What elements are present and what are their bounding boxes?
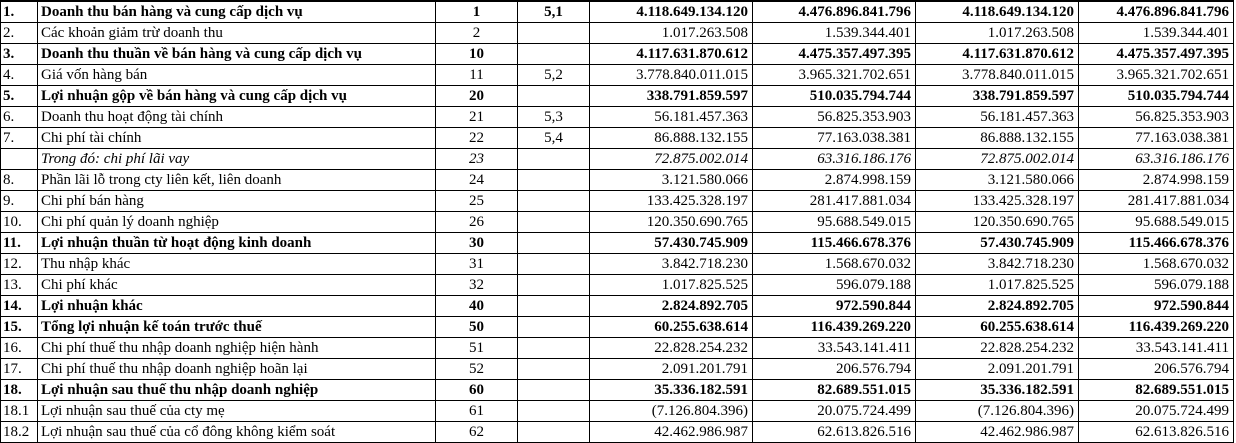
value-col-3: 3.778.840.011.015	[916, 65, 1079, 86]
value-col-1: 72.875.002.014	[590, 149, 753, 170]
item-number: 17.	[1, 359, 38, 380]
value-col-4: 56.825.353.903	[1079, 107, 1234, 128]
item-number: 3.	[1, 44, 38, 65]
item-code: 20	[436, 86, 518, 107]
item-name: Thu nhập khác	[38, 254, 436, 275]
item-code: 52	[436, 359, 518, 380]
value-col-3: 22.828.254.232	[916, 338, 1079, 359]
item-name: Giá vốn hàng bán	[38, 65, 436, 86]
value-col-1: 42.462.986.987	[590, 422, 753, 443]
item-name: Chi phí bán hàng	[38, 191, 436, 212]
value-col-2: 281.417.881.034	[753, 191, 916, 212]
value-col-3: 35.336.182.591	[916, 380, 1079, 401]
item-number: 18.1	[1, 401, 38, 422]
table-row	[1, 65, 1234, 86]
value-col-4: 3.965.321.702.651	[1079, 65, 1234, 86]
value-col-4: 95.688.549.015	[1079, 212, 1234, 233]
value-col-4: 596.079.188	[1079, 275, 1234, 296]
value-col-2: 33.543.141.411	[753, 338, 916, 359]
item-name: Lợi nhuận thuần từ hoạt động kinh doanh	[38, 233, 436, 254]
table-row	[1, 191, 1234, 212]
item-number	[1, 149, 38, 170]
item-code: 26	[436, 212, 518, 233]
item-name: Các khoản giảm trừ doanh thu	[38, 23, 436, 44]
item-code: 11	[436, 65, 518, 86]
item-code: 62	[436, 422, 518, 443]
item-name: Tổng lợi nhuận kế toán trước thuế	[38, 317, 436, 338]
value-col-4: 2.874.998.159	[1079, 170, 1234, 191]
value-col-1: 4.117.631.870.612	[590, 44, 753, 65]
table-row	[1, 1, 1234, 23]
item-note	[518, 254, 590, 275]
value-col-4: 281.417.881.034	[1079, 191, 1234, 212]
item-number: 16.	[1, 338, 38, 359]
item-name: Phần lãi lỗ trong cty liên kết, liên doanh	[38, 170, 436, 191]
value-col-4: 77.163.038.381	[1079, 128, 1234, 149]
value-col-3: 2.824.892.705	[916, 296, 1079, 317]
item-note	[518, 170, 590, 191]
value-col-1: 4.118.649.134.120	[590, 1, 753, 23]
item-code: 25	[436, 191, 518, 212]
value-col-1: 86.888.132.155	[590, 128, 753, 149]
value-col-4: 4.475.357.497.395	[1079, 44, 1234, 65]
value-col-2: 56.825.353.903	[753, 107, 916, 128]
item-note	[518, 233, 590, 254]
item-number: 7.	[1, 128, 38, 149]
value-col-3: 133.425.328.197	[916, 191, 1079, 212]
value-col-3: 338.791.859.597	[916, 86, 1079, 107]
item-note	[518, 359, 590, 380]
table-row	[1, 233, 1234, 254]
item-name: Lợi nhuận khác	[38, 296, 436, 317]
item-name: Lợi nhuận sau thuế của cty mẹ	[38, 401, 436, 422]
value-col-1: (7.126.804.396)	[590, 401, 753, 422]
table-row	[1, 170, 1234, 191]
value-col-3: 3.121.580.066	[916, 170, 1079, 191]
item-number: 2.	[1, 23, 38, 44]
item-name: Chi phí thuế thu nhập doanh nghiệp hiện hành	[38, 338, 436, 359]
item-note: 5,4	[518, 128, 590, 149]
item-number: 9.	[1, 191, 38, 212]
item-note	[518, 401, 590, 422]
item-number: 8.	[1, 170, 38, 191]
value-col-1: 1.017.263.508	[590, 23, 753, 44]
value-col-3: 3.842.718.230	[916, 254, 1079, 275]
table-row	[1, 401, 1234, 422]
item-number: 10.	[1, 212, 38, 233]
item-name: Chi phí khác	[38, 275, 436, 296]
item-name: Chi phí thuế thu nhập doanh nghiệp hoãn lại	[38, 359, 436, 380]
income-statement-body	[1, 1, 1234, 443]
item-code: 32	[436, 275, 518, 296]
value-col-4: 63.316.186.176	[1079, 149, 1234, 170]
table-row	[1, 107, 1234, 128]
table-row	[1, 23, 1234, 44]
value-col-2: 95.688.549.015	[753, 212, 916, 233]
value-col-1: 338.791.859.597	[590, 86, 753, 107]
value-col-3: 1.017.263.508	[916, 23, 1079, 44]
value-col-3: 2.091.201.791	[916, 359, 1079, 380]
value-col-3: 4.118.649.134.120	[916, 1, 1079, 23]
item-code: 1	[436, 1, 518, 23]
item-note	[518, 44, 590, 65]
value-col-2: 20.075.724.499	[753, 401, 916, 422]
table-row	[1, 212, 1234, 233]
table-row	[1, 422, 1234, 443]
value-col-4: 4.476.896.841.796	[1079, 1, 1234, 23]
item-note	[518, 212, 590, 233]
value-col-3: 57.430.745.909	[916, 233, 1079, 254]
value-col-3: 1.017.825.525	[916, 275, 1079, 296]
table-row	[1, 254, 1234, 275]
item-code: 10	[436, 44, 518, 65]
item-code: 2	[436, 23, 518, 44]
item-name: Lợi nhuận gộp về bán hàng và cung cấp dịch vụ	[38, 86, 436, 107]
item-number: 14.	[1, 296, 38, 317]
item-note	[518, 317, 590, 338]
value-col-4: 116.439.269.220	[1079, 317, 1234, 338]
value-col-4: 510.035.794.744	[1079, 86, 1234, 107]
item-number: 12.	[1, 254, 38, 275]
value-col-2: 77.163.038.381	[753, 128, 916, 149]
value-col-4: 62.613.826.516	[1079, 422, 1234, 443]
item-name: Lợi nhuận sau thuế thu nhập doanh nghiệp	[38, 380, 436, 401]
value-col-4: 1.568.670.032	[1079, 254, 1234, 275]
item-code: 51	[436, 338, 518, 359]
value-col-2: 206.576.794	[753, 359, 916, 380]
item-name: Chi phí quản lý doanh nghiệp	[38, 212, 436, 233]
value-col-2: 596.079.188	[753, 275, 916, 296]
value-col-2: 63.316.186.176	[753, 149, 916, 170]
value-col-3: 72.875.002.014	[916, 149, 1079, 170]
value-col-4: 972.590.844	[1079, 296, 1234, 317]
item-name: Lợi nhuận sau thuế của cổ đông không kiểm soát	[38, 422, 436, 443]
item-note	[518, 380, 590, 401]
item-note	[518, 275, 590, 296]
table-row	[1, 338, 1234, 359]
value-col-2: 972.590.844	[753, 296, 916, 317]
value-col-1: 57.430.745.909	[590, 233, 753, 254]
item-number: 11.	[1, 233, 38, 254]
value-col-3: 60.255.638.614	[916, 317, 1079, 338]
item-number: 15.	[1, 317, 38, 338]
value-col-1: 60.255.638.614	[590, 317, 753, 338]
item-note	[518, 422, 590, 443]
value-col-4: 1.539.344.401	[1079, 23, 1234, 44]
value-col-2: 4.475.357.497.395	[753, 44, 916, 65]
value-col-1: 3.121.580.066	[590, 170, 753, 191]
value-col-3: 120.350.690.765	[916, 212, 1079, 233]
item-note: 5,3	[518, 107, 590, 128]
table-row	[1, 275, 1234, 296]
value-col-4: 115.466.678.376	[1079, 233, 1234, 254]
item-code: 22	[436, 128, 518, 149]
item-number: 18.2	[1, 422, 38, 443]
value-col-3: 86.888.132.155	[916, 128, 1079, 149]
value-col-4: 20.075.724.499	[1079, 401, 1234, 422]
value-col-1: 56.181.457.363	[590, 107, 753, 128]
value-col-2: 116.439.269.220	[753, 317, 916, 338]
item-number: 1.	[1, 1, 38, 23]
value-col-1: 3.842.718.230	[590, 254, 753, 275]
value-col-2: 510.035.794.744	[753, 86, 916, 107]
item-note: 5,1	[518, 1, 590, 23]
value-col-3: 4.117.631.870.612	[916, 44, 1079, 65]
item-name: Doanh thu thuần về bán hàng và cung cấp dịch vụ	[38, 44, 436, 65]
value-col-4: 206.576.794	[1079, 359, 1234, 380]
item-note	[518, 191, 590, 212]
value-col-2: 1.539.344.401	[753, 23, 916, 44]
item-code: 24	[436, 170, 518, 191]
value-col-4: 33.543.141.411	[1079, 338, 1234, 359]
value-col-1: 2.824.892.705	[590, 296, 753, 317]
value-col-3: 42.462.986.987	[916, 422, 1079, 443]
table-row	[1, 380, 1234, 401]
table-row	[1, 86, 1234, 107]
item-name: Doanh thu bán hàng và cung cấp dịch vụ	[38, 1, 436, 23]
item-note	[518, 296, 590, 317]
table-row	[1, 317, 1234, 338]
item-code: 21	[436, 107, 518, 128]
item-note	[518, 149, 590, 170]
item-number: 5.	[1, 86, 38, 107]
item-code: 30	[436, 233, 518, 254]
item-note: 5,2	[518, 65, 590, 86]
value-col-3: 56.181.457.363	[916, 107, 1079, 128]
value-col-1: 35.336.182.591	[590, 380, 753, 401]
value-col-1: 1.017.825.525	[590, 275, 753, 296]
table-row	[1, 359, 1234, 380]
item-number: 18.	[1, 380, 38, 401]
value-col-3: (7.126.804.396)	[916, 401, 1079, 422]
item-code: 60	[436, 380, 518, 401]
value-col-4: 82.689.551.015	[1079, 380, 1234, 401]
item-code: 61	[436, 401, 518, 422]
item-code: 31	[436, 254, 518, 275]
item-number: 13.	[1, 275, 38, 296]
table-row	[1, 296, 1234, 317]
value-col-2: 3.965.321.702.651	[753, 65, 916, 86]
item-code: 40	[436, 296, 518, 317]
table-row	[1, 44, 1234, 65]
table-row	[1, 128, 1234, 149]
item-code: 50	[436, 317, 518, 338]
item-code: 23	[436, 149, 518, 170]
item-name: Doanh thu hoạt động tài chính	[38, 107, 436, 128]
value-col-1: 22.828.254.232	[590, 338, 753, 359]
item-note	[518, 86, 590, 107]
value-col-2: 82.689.551.015	[753, 380, 916, 401]
value-col-2: 2.874.998.159	[753, 170, 916, 191]
value-col-2: 115.466.678.376	[753, 233, 916, 254]
item-note	[518, 23, 590, 44]
value-col-1: 2.091.201.791	[590, 359, 753, 380]
item-number: 4.	[1, 65, 38, 86]
value-col-2: 62.613.826.516	[753, 422, 916, 443]
value-col-1: 3.778.840.011.015	[590, 65, 753, 86]
value-col-2: 1.568.670.032	[753, 254, 916, 275]
item-note	[518, 338, 590, 359]
value-col-1: 120.350.690.765	[590, 212, 753, 233]
value-col-2: 4.476.896.841.796	[753, 1, 916, 23]
value-col-1: 133.425.328.197	[590, 191, 753, 212]
table-row	[1, 149, 1234, 170]
item-name: Trong đó: chi phí lãi vay	[38, 149, 436, 170]
item-number: 6.	[1, 107, 38, 128]
item-name: Chi phí tài chính	[38, 128, 436, 149]
